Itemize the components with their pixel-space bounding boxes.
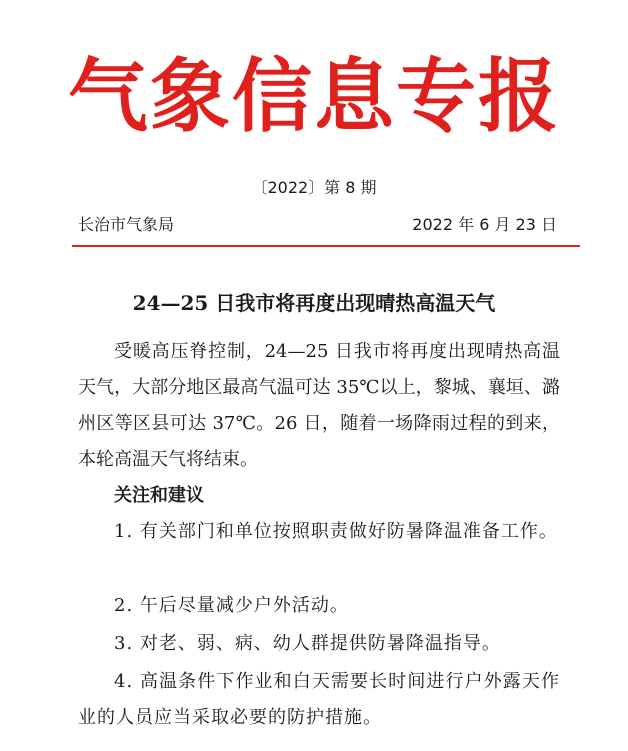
- advice-heading: 关注和建议: [114, 485, 204, 506]
- masthead-title: 气象信息专报: [68, 49, 560, 143]
- issue-number: 〔2022〕第 8 期: [251, 178, 377, 197]
- advice-item: 2. 午后尽量减少户外活动。: [114, 595, 349, 616]
- advice-item: 3. 对老、弱、病、幼人群提供防暑降温指导。: [114, 633, 501, 654]
- advice-item: 1. 有关部门和单位按照职责做好防暑降温准备工作。: [114, 521, 558, 542]
- article-title: 24—25 日我市将再度出现晴热高温天气: [132, 291, 496, 315]
- header-divider: [72, 245, 580, 247]
- issue-date: 2022 年 6 月 23 日: [412, 215, 557, 234]
- article-paragraph: 受暖高压脊控制，24—25 日我市将再度出现晴热高温天气，大部分地区最高气温可达 35℃以上，黎城、襄垣、潞州区等区县可达 37℃。26 日，随着一场降雨过程的到来，本轮高温天气将结束。: [78, 341, 560, 470]
- advice-item: 4. 高温条件下作业和白天需要长时间进行户外露天作业的人员应当采取必要的防护措施。: [78, 671, 560, 728]
- issuing-agency: 长治市气象局: [78, 215, 175, 234]
